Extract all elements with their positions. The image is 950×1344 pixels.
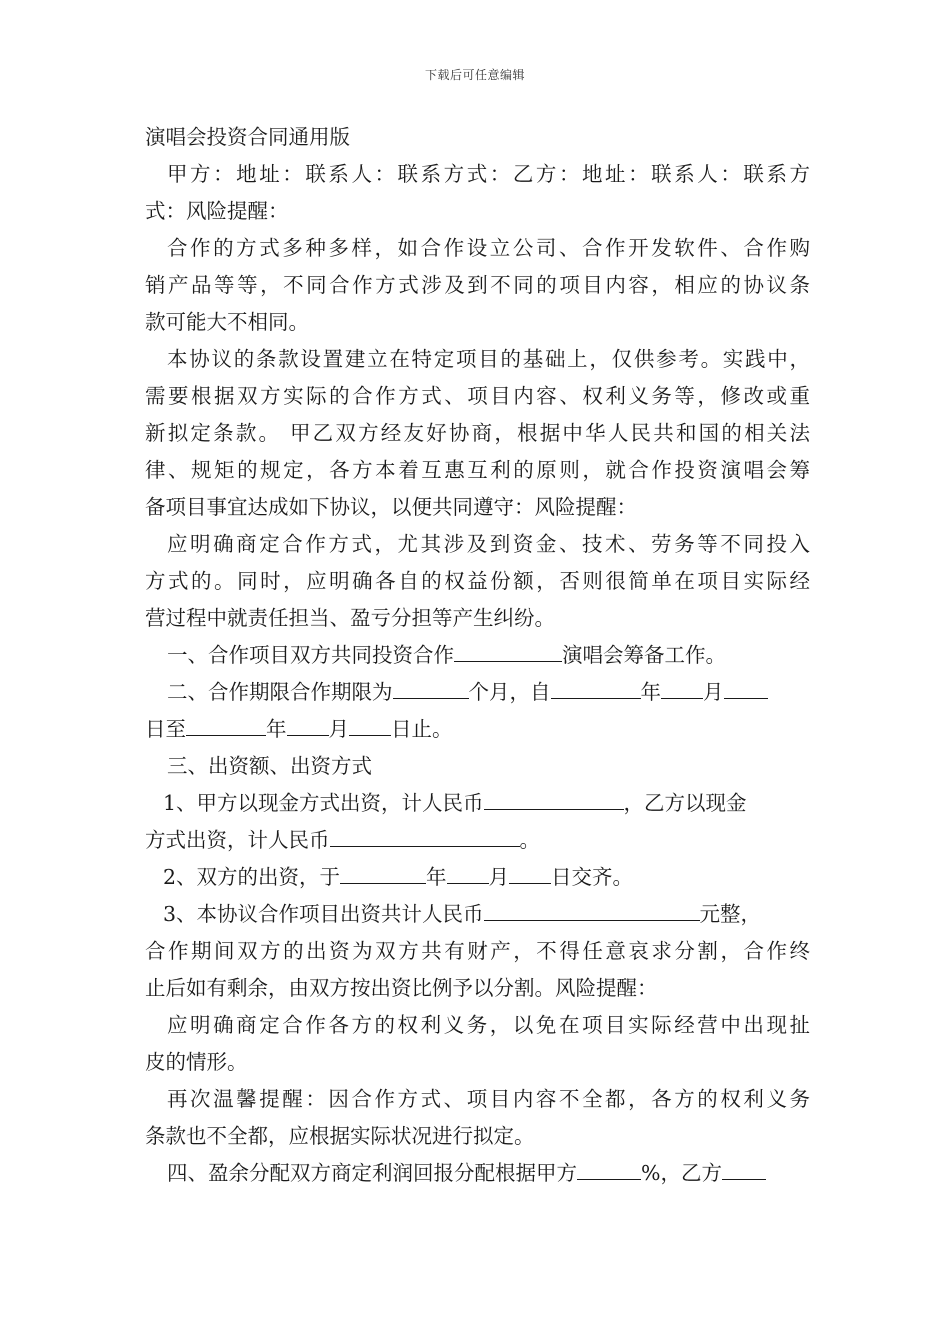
clause-text: 年	[266, 717, 287, 741]
paragraph-line: 备项目事宜达成如下协议，以便共同遵守：风险提醒：	[145, 495, 637, 519]
document-title: 演唱会投资合同通用版	[145, 125, 350, 149]
clause-text: 日止。	[391, 717, 453, 741]
clause-2-line	[145, 674, 810, 711]
fill-blank	[577, 1157, 641, 1180]
paragraph-line: 皮的情形。	[145, 1050, 248, 1074]
fill-blank	[340, 861, 426, 884]
header-note: 下载后可任意编辑	[424, 68, 525, 82]
clause-1-line	[145, 637, 810, 674]
fill-blank	[186, 713, 266, 736]
fill-blank	[551, 676, 641, 699]
clause-text: 1、甲方以现金方式出资，计人民币	[163, 791, 484, 815]
clause-text: 月	[703, 680, 724, 704]
paragraph-line: 销产品等等，不同合作方式涉及到不同的项目内容，相应的协议条	[145, 273, 810, 297]
paragraph-line: 式：风险提醒：	[145, 199, 289, 223]
fill-blank	[484, 787, 624, 810]
paragraph-line: 止后如有剩余，由双方按出资比例予以分割。风险提醒：	[145, 976, 658, 1000]
paragraph-line: 律、规矩的规定，各方本着互惠互利的原则，就合作投资演唱会筹	[145, 458, 810, 482]
clause-text: 方式出资，计人民币	[145, 828, 330, 852]
clause-text: 四、盈余分配双方商定利润回报分配根据甲方	[167, 1161, 577, 1185]
clause-text: 月	[328, 717, 349, 741]
fill-blank	[393, 676, 469, 699]
clause-3-2-line	[145, 859, 810, 896]
document-body	[145, 119, 810, 1192]
paragraph-line: 营过程中就责任担当、盈亏分担等产生纠纷。	[145, 606, 555, 630]
paragraph-line: 方式的。同时，应明确各自的权益份额，否则很简单在项目实际经	[145, 569, 810, 593]
fill-blank	[509, 861, 551, 884]
clause-text: 个月，自	[468, 680, 551, 704]
clause-text: 3、本协议合作项目出资共计人民币	[163, 902, 484, 926]
paragraph-line: 本协议的条款设置建立在特定项目的基础上，仅供参考。实践中，	[167, 347, 810, 371]
fill-blank	[330, 824, 520, 847]
clause-4-line	[145, 1155, 810, 1192]
fill-blank	[484, 898, 700, 921]
paragraph-line: 合作的方式多种多样，如合作设立公司、合作开发软件、合作购	[167, 236, 810, 260]
clause-2-line	[145, 711, 810, 748]
fill-blank	[287, 713, 329, 736]
clause-text: 。	[519, 828, 540, 852]
paragraph-line: 需要根据双方实际的合作方式、项目内容、权利义务等，修改或重	[145, 384, 810, 408]
clause-3-3-line	[145, 896, 810, 933]
paragraph-line: 甲方：地址：联系人：联系方式：乙方：地址：联系人：联系方	[167, 162, 810, 186]
clause-text: 日至	[145, 717, 186, 741]
clause-text: 二、合作期限合作期限为	[167, 680, 393, 704]
clause-text: 月	[488, 865, 510, 889]
clause-text: %，乙方	[641, 1161, 722, 1185]
clause-text: ，乙方以现金	[623, 791, 747, 815]
clause-text: 日交齐。	[551, 865, 634, 889]
paragraph-line: 新拟定条款。 甲乙双方经友好协商，根据中华人民共和国的相关法	[145, 421, 810, 445]
clause-text: 年	[426, 865, 447, 889]
fill-blank	[722, 1157, 766, 1180]
paragraph-line: 合作期间双方的出资为双方共有财产，不得任意哀求分割，合作终	[145, 939, 810, 963]
clause-3-heading: 三、出资额、出资方式	[167, 754, 372, 778]
paragraph-line: 条款也不全都，应根据实际状况进行拟定。	[145, 1124, 535, 1148]
fill-blank	[724, 676, 768, 699]
fill-blank	[454, 639, 562, 662]
fill-blank	[661, 676, 703, 699]
paragraph-line: 应明确商定合作方式，尤其涉及到资金、技术、劳务等不同投入	[167, 532, 810, 556]
paragraph-line: 再次温馨提醒：因合作方式、项目内容不全都，各方的权利义务	[167, 1087, 810, 1111]
clause-3-1-line	[145, 822, 810, 859]
clause-text: 元整，	[699, 902, 762, 926]
paragraph-line: 应明确商定合作各方的权利义务，以免在项目实际经营中出现扯	[167, 1013, 810, 1037]
clause-3-1-line	[145, 785, 810, 822]
clause-text: 年	[640, 680, 661, 704]
clause-text: 2、双方的出资，于	[163, 865, 341, 889]
fill-blank	[447, 861, 489, 884]
clause-text: 一、合作项目双方共同投资合作	[167, 643, 454, 667]
paragraph-line: 款可能大不相同。	[145, 310, 309, 334]
clause-text: 演唱会筹备工作。	[562, 643, 726, 667]
fill-blank	[349, 713, 391, 736]
